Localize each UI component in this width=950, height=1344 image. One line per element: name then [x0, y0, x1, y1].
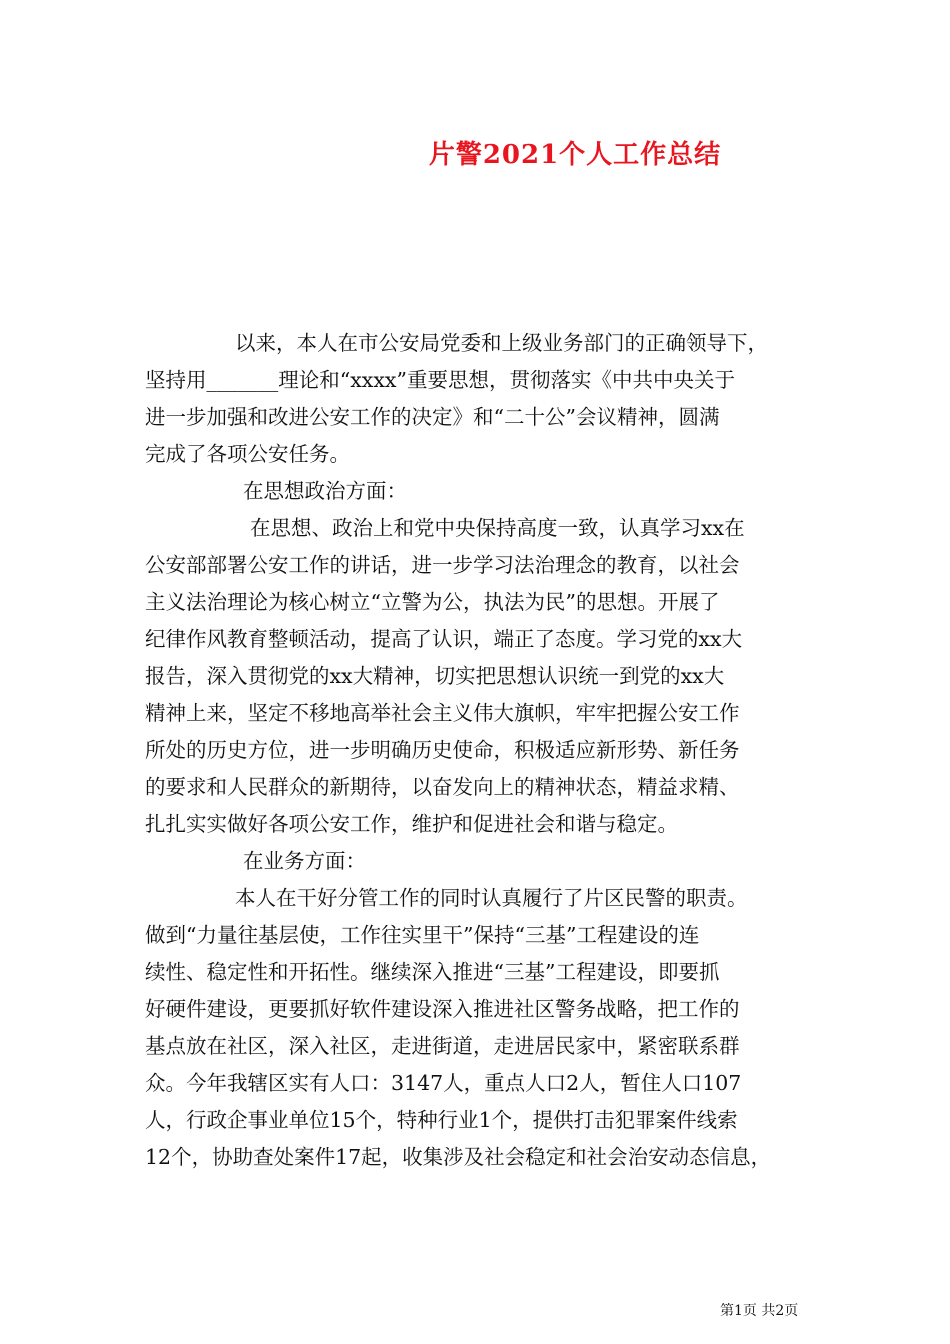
paragraph-line: 精神上来，坚定不移地高举社会主义伟大旗帜，牢牢把握公安工作 — [145, 701, 740, 725]
document-body — [145, 325, 815, 1176]
paragraph-line: 基点放在社区，深入社区，走进街道，走进居民家中，紧密联系群 — [145, 1034, 740, 1058]
section-heading: 在思想政治方面： — [243, 479, 407, 503]
paragraph-line: 主义法治理论为核心树立“立警为公，执法为民”的思想。开展了 — [145, 590, 720, 614]
paragraph-line: 本人在干好分管工作的同时认真履行了片区民警的职责。 — [235, 886, 748, 910]
paragraph-line: 所处的历史方位，进一步明确历史使命，积极适应新形势、新任务 — [145, 738, 740, 762]
section-heading: 在业务方面： — [243, 849, 366, 873]
paragraph-line: 完成了各项公安任务。 — [145, 442, 350, 466]
paragraph-line: 以来，本人在市公安局党委和上级业务部门的正确领导下， — [235, 331, 768, 355]
paragraph-line: 做到“力量往基层使，工作往实里干”保持“三基”工程建设的连 — [145, 923, 700, 947]
paragraph-line: 12个，协助查处案件17起，收集涉及社会稳定和社会治安动态信息， — [145, 1145, 772, 1169]
paragraph-line: 进一步加强和改进公安工作的决定》和“二十公”会议精神，圆满 — [145, 405, 720, 429]
paragraph-line: 扎扎实实做好各项公安工作，维护和促进社会和谐与稳定。 — [145, 812, 678, 836]
paragraph-line: 报告，深入贯彻党的xx大精神，切实把思想认识统一到党的xx大 — [145, 664, 725, 688]
paragraph-line: 在思想、政治上和党中央保持高度一致，认真学习xx在 — [250, 516, 745, 540]
paragraph-line: 坚持用_______理论和“xxxx”重要思想，贯彻落实《中共中央关于 — [145, 368, 735, 392]
paragraph-line: 公安部部署公安工作的讲话，进一步学习法治理念的教育，以社会 — [145, 553, 740, 577]
document-title: 片警2021个人工作总结 — [428, 140, 722, 170]
paragraph-line: 众。今年我辖区实有人口：3147人，重点人口2人，暂住人口107 — [145, 1071, 742, 1095]
paragraph-line: 续性、稳定性和开拓性。继续深入推进“三基”工程建设，即要抓 — [145, 960, 720, 984]
paragraph-line: 好硬件建设，更要抓好软件建设深入推进社区警务战略，把工作的 — [145, 997, 740, 1021]
paragraph-line: 纪律作风教育整顿活动，提高了认识，端正了态度。学习党的xx大 — [145, 627, 743, 651]
paragraph-line: 人，行政企事业单位15个，特种行业1个，提供打击犯罪案件线索 — [145, 1108, 738, 1132]
page-number: 第1页 共2页 — [720, 1303, 799, 1319]
paragraph-line: 的要求和人民群众的新期待，以奋发向上的精神状态，精益求精、 — [145, 775, 740, 799]
